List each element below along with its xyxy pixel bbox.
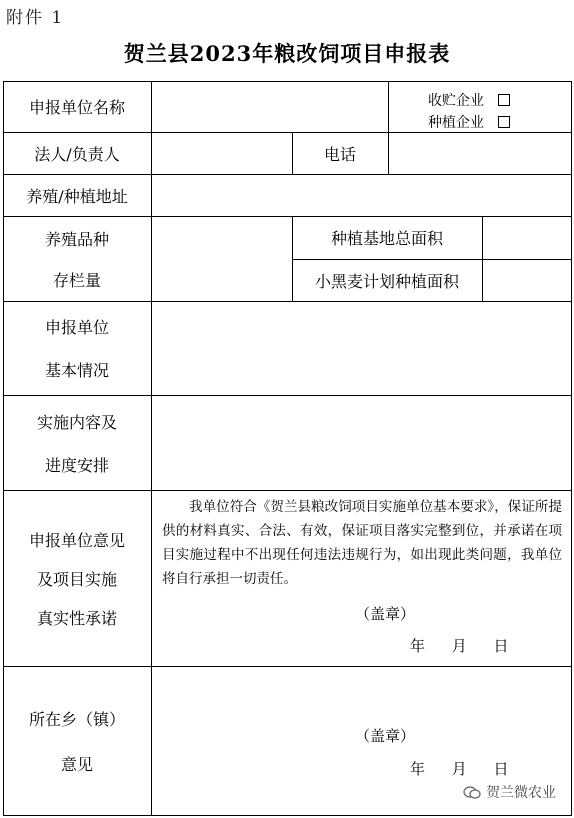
wheat-area-label: 小黑麦计划种植面积 bbox=[314, 271, 459, 291]
breed-stock-field[interactable] bbox=[152, 217, 292, 301]
address-field[interactable] bbox=[152, 175, 571, 216]
checkbox-icon[interactable] bbox=[498, 94, 510, 106]
checkbox-icon[interactable] bbox=[498, 116, 510, 128]
attachment-label: 附件 1 bbox=[6, 8, 65, 28]
basic-info-label bbox=[3, 301, 151, 395]
commitment-text: 我单位符合《贺兰县粮改饲项目实施单位基本要求》，保证所提供的材料真实、合法、有效，保证项目落实完整到位，并承诺在项目实施过程中不出现任何违法违规行为，如出现此类问题，我单位将自行承担一切责任。 bbox=[162, 499, 562, 587]
township-label bbox=[3, 666, 151, 815]
commitment-label-line2: 及项目实施 bbox=[36, 569, 117, 589]
address-label: 养殖/种植地址 bbox=[26, 186, 128, 206]
legal-person-field[interactable] bbox=[152, 133, 292, 174]
township-label-line1: 所在乡（镇） bbox=[28, 709, 125, 729]
option-planting-enterprise[interactable] bbox=[428, 112, 510, 132]
unit-name-label: 申报单位名称 bbox=[28, 98, 125, 117]
option-storage-enterprise[interactable] bbox=[428, 90, 510, 110]
wheat-area-field[interactable] bbox=[483, 260, 571, 301]
plant-area-field[interactable] bbox=[483, 217, 571, 259]
option-label: 收贮企业 bbox=[428, 93, 484, 109]
stock-label: 存栏量 bbox=[52, 270, 101, 290]
content-label bbox=[3, 395, 151, 490]
phone-label: 电话 bbox=[323, 144, 356, 164]
basic-info-label-line1: 申报单位 bbox=[44, 318, 109, 337]
township-label-line2: 意见 bbox=[60, 754, 93, 774]
breed-label: 养殖品种 bbox=[44, 229, 109, 249]
commitment-label bbox=[3, 490, 151, 666]
table-border-bottom bbox=[3, 815, 571, 816]
content-field[interactable] bbox=[152, 396, 571, 490]
basic-info-label-line2: 基本情况 bbox=[44, 361, 109, 380]
wechat-icon bbox=[463, 786, 481, 799]
watermark-text: 贺兰微农业 bbox=[486, 785, 556, 801]
basic-info-field[interactable] bbox=[152, 302, 571, 395]
plant-area-label: 种植基地总面积 bbox=[330, 229, 443, 248]
watermark bbox=[463, 782, 556, 802]
date-text: 年 月 日 bbox=[410, 637, 509, 655]
seal-text-2: （盖章） bbox=[355, 727, 416, 745]
breed-stock-label bbox=[3, 216, 151, 301]
table-border-right bbox=[571, 81, 572, 816]
content-label-line2: 进度安排 bbox=[44, 455, 109, 475]
phone-field[interactable] bbox=[389, 133, 571, 174]
content-label-line1: 实施内容及 bbox=[36, 412, 117, 432]
page-title: 贺兰县2023年粮改饲项目申报表 bbox=[123, 41, 451, 66]
commitment-label-line3: 真实性承诺 bbox=[36, 608, 117, 628]
legal-person-label: 法人/负责人 bbox=[34, 144, 120, 164]
col-divider bbox=[388, 81, 389, 132]
date-text-2: 年 月 日 bbox=[410, 760, 509, 778]
unit-name-field[interactable] bbox=[152, 82, 388, 132]
option-label: 种植企业 bbox=[428, 115, 484, 131]
commitment-label-line1: 申报单位意见 bbox=[28, 530, 125, 550]
seal-text: （盖章） bbox=[355, 605, 416, 623]
